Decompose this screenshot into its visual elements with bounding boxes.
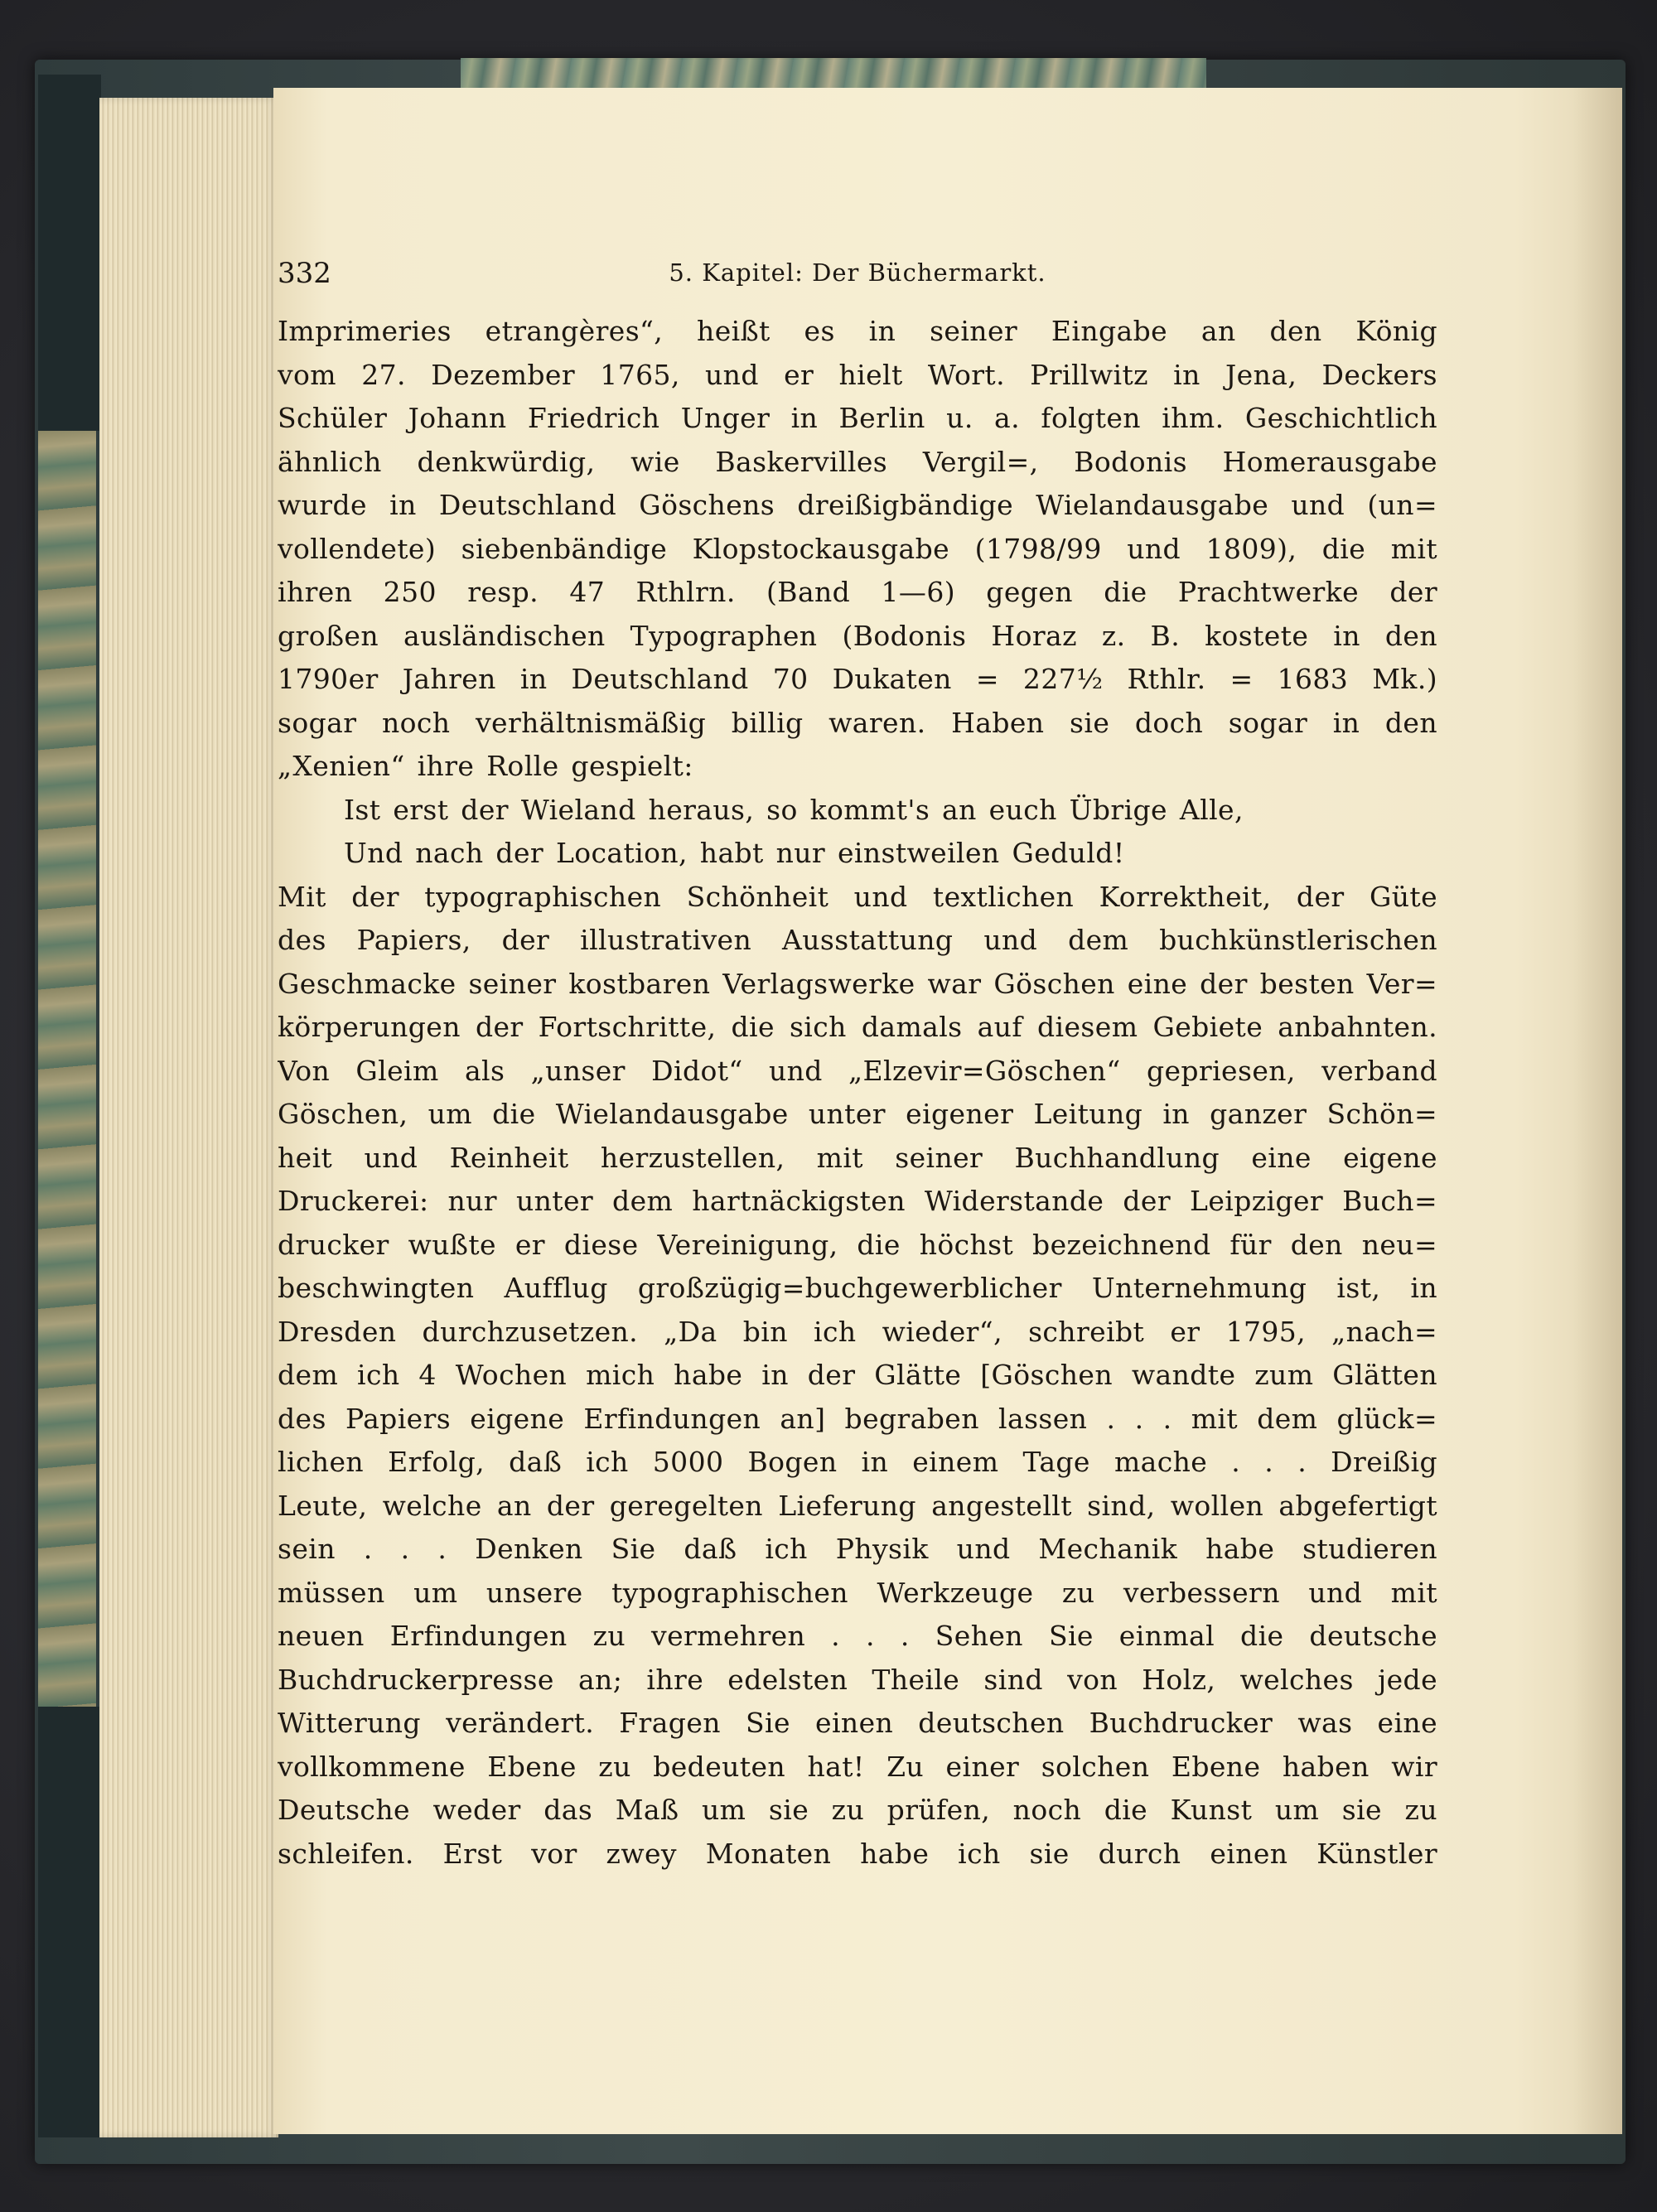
text-line: sein . . . Denken Sie daß ich Physik und Mechanik habe studieren [278,1533,1437,1565]
text-line: drucker wußte er diese Vereinigung, die höchst bezeichnend für den neu= [278,1228,1437,1261]
text-line: beschwingten Aufflug großzügig=buchgewerblicher Unternehmung ist, in [278,1272,1437,1304]
text-line: des Papiers, der illustrativen Ausstattung und dem buchkünstlerischen [278,924,1437,956]
text-line: des Papiers eigene Erfindungen an] begraben lassen . . . mit dem glück= [278,1402,1437,1435]
verse-line: Ist erst der Wieland heraus, so kommt's an euch Übrige Alle, [344,793,1244,826]
text-line: „Xenien“ ihre Rolle gespielt: [278,750,693,782]
text-line: Göschen, um die Wielandausgabe unter eigener Leitung in ganzer Schön= [278,1098,1437,1130]
text-line: lichen Erfolg, daß ich 5000 Bogen in einem Tage mache . . . Dreißig [278,1446,1437,1478]
text-line: Leute, welche an der geregelten Lieferung angestellt sind, wollen abgefertigt [278,1489,1437,1522]
text-line: 1790er Jahren in Deutschland 70 Dukaten = 227½ Rthlr. = 1683 Mk.) [278,663,1437,695]
text-line: Schüler Johann Friedrich Unger in Berlin u. a. folgten ihm. Geschichtlich [278,402,1437,434]
text-line: Von Gleim als „unser Didot“ und „Elzevir=Göschen“ gepriesen, verband [278,1054,1437,1087]
text-line: neuen Erfindungen zu vermehren . . . Sehen Sie einmal die deutsche [278,1620,1437,1652]
text-line: schleifen. Erst vor zwey Monaten habe ich sie durch einen Künstler [278,1837,1437,1870]
page-gutter-shadow [1572,88,1622,2134]
text-line: müssen um unsere typographischen Werkzeuge zu verbessern und mit [278,1576,1437,1609]
text-line: ihren 250 resp. 47 Rthlrn. (Band 1—6) gegen die Prachtwerke der [278,576,1437,608]
text-line: vollendete) siebenbändige Klopstockausgabe (1798/99 und 1809), die mit [278,532,1437,565]
marbled-endpaper-left [38,431,96,1707]
page-edges [99,98,278,2137]
verse-line: Und nach der Location, habt nur einstweilen Geduld! [344,837,1125,869]
binding-board-bottom [38,1707,101,2137]
text-line: körperungen der Fortschritte, die sich damals auf diesem Gebiete anbahnten. [278,1011,1437,1043]
text-line: Dresden durchzusetzen. „Da bin ich wieder“, schreibt er 1795, „nach= [278,1315,1437,1348]
text-line: ähnlich denkwürdig, wie Baskervilles Vergil=, Bodonis Homerausgabe [278,445,1437,478]
running-head [278,257,1437,292]
text-line: dem ich 4 Wochen mich habe in der Glätte [Göschen wandte zum Glätten [278,1359,1437,1391]
text-line: Buchdruckerpresse an; ihre edelsten Theile sind von Holz, welches jede [278,1663,1437,1696]
page-number: 332 [278,257,331,290]
text-block [278,257,1437,1876]
text-line: Witterung verändert. Fragen Sie einen deutschen Buchdrucker was eine [278,1707,1437,1739]
text-line: Deutsche weder das Maß um sie zu prüfen, noch die Kunst um sie zu [278,1794,1437,1826]
running-title: 5. Kapitel: Der Büchermarkt. [669,258,1046,287]
text-line: Geschmacke seiner kostbaren Verlagswerke war Göschen eine der besten Ver= [278,967,1437,1000]
text-line: heit und Reinheit herzustellen, mit seiner Buchhandlung eine eigene [278,1141,1437,1174]
text-line: Druckerei: nur unter dem hartnäckigsten Widerstande der Leipziger Buch= [278,1185,1437,1217]
text-line: sogar noch verhältnismäßig billig waren. Haben sie doch sogar in den [278,706,1437,739]
text-line: Mit der typographischen Schönheit und textlichen Korrektheit, der Güte [278,880,1437,913]
binding-board-top [38,75,101,431]
text-line: großen ausländischen Typographen (Bodonis Horaz z. B. kostete in den [278,619,1437,652]
text-line: vom 27. Dezember 1765, und er hielt Wort. Prillwitz in Jena, Deckers [278,358,1437,391]
text-line: vollkommene Ebene zu bedeuten hat! Zu einer solchen Ebene haben wir [278,1750,1437,1783]
text-line: wurde in Deutschland Göschens dreißigbändige Wielandausgabe und (un= [278,489,1437,521]
text-line: Imprimeries etrangères“, heißt es in seiner Eingabe an den König [278,315,1437,347]
